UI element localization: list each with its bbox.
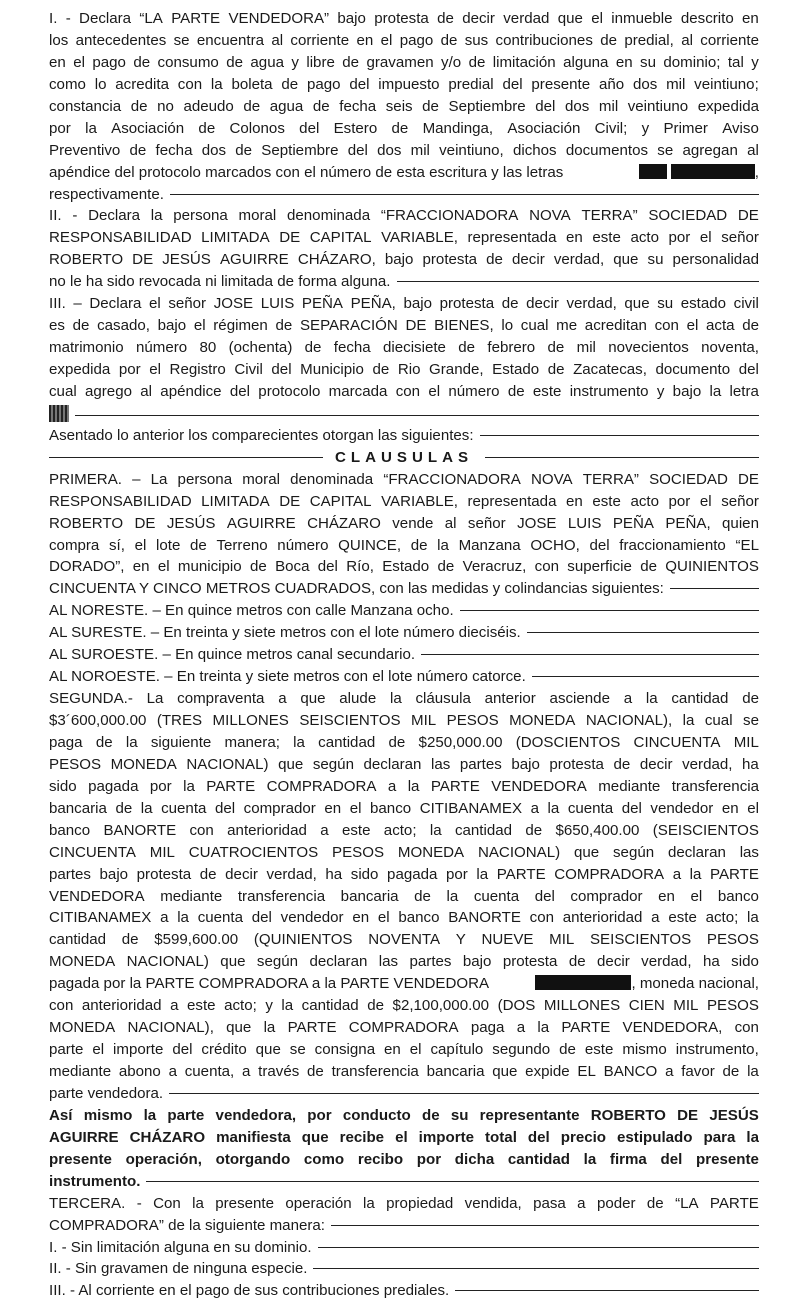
- text-line: los antecedentes se encuentra al corriente en el pago de sus contribuciones de predial, al corriente: [49, 31, 759, 49]
- text-line: CINCUENTA MIL CUATROCIENTOS PESOS MONEDA NACIONAL) que según declaran las: [49, 843, 759, 861]
- line-text: apéndice del protocolo marcados con el número de esta escritura y las letras: [49, 163, 564, 181]
- text-line: Preventivo de fecha dos de Septiembre del dos mil veintiuno, dichos documentos se agregan al: [49, 141, 759, 159]
- text-line: bancaria de la cuenta del comprador en el banco CITIBANAMEX a la cuenta del vendedor en el: [49, 799, 759, 817]
- text-line: [49, 666, 759, 688]
- text-line: TERCERA. - Con la presente operación la propiedad vendida, pasa a poder de “LA PARTE: [49, 1194, 759, 1212]
- text-line: banco BANORTE con anterioridad a este acto; la cantidad de $650,400.00 (SEISCIENTOS: [49, 821, 759, 839]
- text-line: ROBERTO DE JESÚS AGUIRRE CHÁZARO vende al señor JOSE LUIS PEÑA PEÑA, quien: [49, 514, 759, 532]
- text-line: VENDEDORA mediante transferencia bancaria de la cuenta del comprador en el banco: [49, 887, 759, 905]
- text-line: cantidad de $599,600.00 (QUINIENTOS NOVENTA Y NUEVE MIL SEISCIENTOS PESOS: [49, 931, 759, 949]
- redaction-block: [671, 164, 755, 179]
- text-line-with-redaction: [49, 973, 759, 995]
- line-text: parte vendedora.: [49, 1084, 164, 1102]
- line-text: , moneda nacional,: [631, 975, 759, 993]
- text-line-with-redaction: [49, 403, 759, 425]
- section-heading: [49, 447, 759, 469]
- text-line: MONEDA NACIONAL), que la PARTE COMPRADORA paga a la PARTE VENDEDORA, con: [49, 1019, 759, 1037]
- text-line: DORADO”, en el municipio de Boca del Río, Estado de Veracruz, con superficie de QUINIENTOS: [49, 558, 759, 576]
- line-text: respectivamente.: [49, 185, 164, 203]
- line-text: III. - Al corriente en el pago de sus contribuciones prediales.: [49, 1282, 450, 1300]
- text-line: MONEDA NACIONAL) que según declaran las partes bajo protesta de decir verdad, ha sido: [49, 953, 759, 971]
- text-line: es de casado, bajo el régimen de SEPARACIÓN DE BIENES, lo cual me acreditan con el acta de: [49, 317, 759, 335]
- text-line: mediante abono a cuenta, a través de transferencia bancaria que expide EL BANCO a favor de la: [49, 1063, 759, 1080]
- line-text: no le ha sido revocada ni limitada de forma alguna.: [49, 273, 391, 291]
- text-line: por la Asociación de Colonos del Estero de Mandinga, Asociación Civil; y Primer Aviso: [49, 119, 759, 137]
- text-line: [49, 1083, 759, 1105]
- text-line: [49, 1237, 759, 1259]
- text-line: RESPONSABILIDAD LIMITADA DE CAPITAL VARIABLE, representada en este acto por el señor: [49, 492, 759, 510]
- text-line: matrimonio número 80 (ochenta) de fecha diecisiete de febrero de mil novecientos noventa,: [49, 339, 759, 357]
- redaction-block: [49, 405, 69, 422]
- text-line: [49, 184, 759, 206]
- text-line: [49, 1171, 759, 1193]
- text-line: constancia de no adeudo de agua de fecha seis de Septiembre del dos mil veintiuno expedida: [49, 97, 759, 115]
- text-line: como lo acredita con la boleta de pago del impuesto predial del presente año dos mil veintiuno;: [49, 75, 759, 93]
- text-line: RESPONSABILIDAD LIMITADA DE CAPITAL VARIABLE, representada en este acto por el señor: [49, 229, 759, 247]
- text-line: [49, 578, 759, 600]
- text-line: paga de la siguiente manera; la cantidad de $250,000.00 (DOSCIENTOS CINCUENTA MIL: [49, 733, 759, 751]
- text-line: [49, 1258, 759, 1280]
- line-text: instrumento.: [49, 1172, 141, 1190]
- text-line: parte el importe del crédito que se consigna en el capítulo segundo de este mismo instrumento,: [49, 1041, 759, 1059]
- text-line: en el pago de consumo de agua y libre de gravamen y/o de limitación alguna en su dominio; tal y: [49, 53, 759, 71]
- text-line: [49, 271, 759, 293]
- text-line: partes bajo protesta de decir verdad, ha sido pagada por la PARTE COMPRADORA a la PARTE: [49, 865, 759, 883]
- line-text: AL SUROESTE. – En quince metros canal secundario.: [49, 646, 416, 664]
- text-line: [49, 1280, 759, 1302]
- text-line-with-redaction: apéndice del protocolo marcados con el número de esta escritura y las letras ,: [49, 162, 759, 184]
- line-text: AL NOROESTE. – En treinta y siete metros con el lote número catorce.: [49, 668, 526, 686]
- text-line: AGUIRRE CHÁZARO manifiesta que recibe el importe total del precio estipulado para la: [49, 1128, 759, 1146]
- text-line: I. - Declara “LA PARTE VENDEDORA” bajo protesta de decir verdad que el inmueble descrito en: [49, 10, 759, 27]
- text-line: PRIMERA. – La persona moral denominada “FRACCIONADORA NOVA TERRA” SOCIEDAD DE: [49, 470, 759, 488]
- line-text: II. - Sin gravamen de ninguna especie.: [49, 1260, 308, 1278]
- text-line: [49, 1215, 759, 1237]
- line-text: I. - Sin limitación alguna en su dominio.: [49, 1238, 312, 1256]
- text-line: cual agrego al apéndice del protocolo marcada con el número de este instrumento y bajo la letra: [49, 382, 759, 400]
- line-text: COMPRADORA” de la siguiente manera:: [49, 1216, 325, 1234]
- redaction-block: [639, 164, 667, 179]
- text-line: [49, 425, 759, 447]
- text-line: CITIBANAMEX a la cuenta del vendedor en el banco BANORTE con anterioridad a este acto; la: [49, 909, 759, 927]
- text-line: ROBERTO DE JESÚS AGUIRRE CHÁZARO, bajo protesta de decir verdad, que su personalidad: [49, 251, 759, 269]
- line-text: AL SURESTE. – En treinta y siete metros con el lote número dieciséis.: [49, 624, 521, 642]
- line-text: CINCUENTA Y CINCO METROS CUADRADOS, con las medidas y colindancias siguientes:: [49, 580, 664, 598]
- notarial-deed-page: [49, 8, 759, 1302]
- text-line: [49, 600, 759, 622]
- redaction-block: [535, 975, 631, 990]
- text-line: [49, 622, 759, 644]
- text-line: Así mismo la parte vendedora, por conducto de su representante ROBERTO DE JESÚS: [49, 1106, 759, 1124]
- text-line: III. – Declara el señor JOSE LUIS PEÑA PEÑA, bajo protesta de decir verdad, que su estado civil: [49, 295, 759, 313]
- text-line: presente operación, otorgando como recibo por dicha cantidad la firma del presente: [49, 1150, 759, 1168]
- text-line: [49, 644, 759, 666]
- text-line: II. - Declara la persona moral denominada “FRACCIONADORA NOVA TERRA” SOCIEDAD DE: [49, 207, 759, 225]
- text-line: compra sí, el lote de Terreno número QUINCE, de la Manzana OCHO, del fraccionamiento “EL: [49, 536, 759, 554]
- text-line: expedida por el Registro Civil del Municipio de Rio Grande, Estado de Zacatecas, documento del: [49, 361, 759, 378]
- text-line: con anterioridad a este acto; y la cantidad de $2,100,000.00 (DOS MILLONES CIEN MIL PESOS: [49, 997, 759, 1015]
- text-line: $3´600,000.00 (TRES MILLONES SEISCIENTOS MIL PESOS MONEDA NACIONAL), la cual se: [49, 712, 759, 729]
- line-text: Asentado lo anterior los comparecientes otorgan las siguientes:: [49, 426, 474, 444]
- line-text: pagada por la PARTE COMPRADORA a la PARTE VENDEDORA: [49, 975, 490, 993]
- line-text: AL NORESTE. – En quince metros con calle Manzana ocho.: [49, 602, 454, 620]
- text-line: PESOS MONEDA NACIONAL) que según declaran las partes bajo protesta de decir verdad, ha: [49, 755, 759, 773]
- text-line: sido pagada por la PARTE COMPRADORA a la PARTE VENDEDORA mediante transferencia: [49, 777, 759, 795]
- text-line: SEGUNDA.- La compraventa a que alude la cláusula anterior asciende a la cantidad de: [49, 690, 759, 708]
- clausulas-heading: CLAUSULAS: [334, 448, 474, 466]
